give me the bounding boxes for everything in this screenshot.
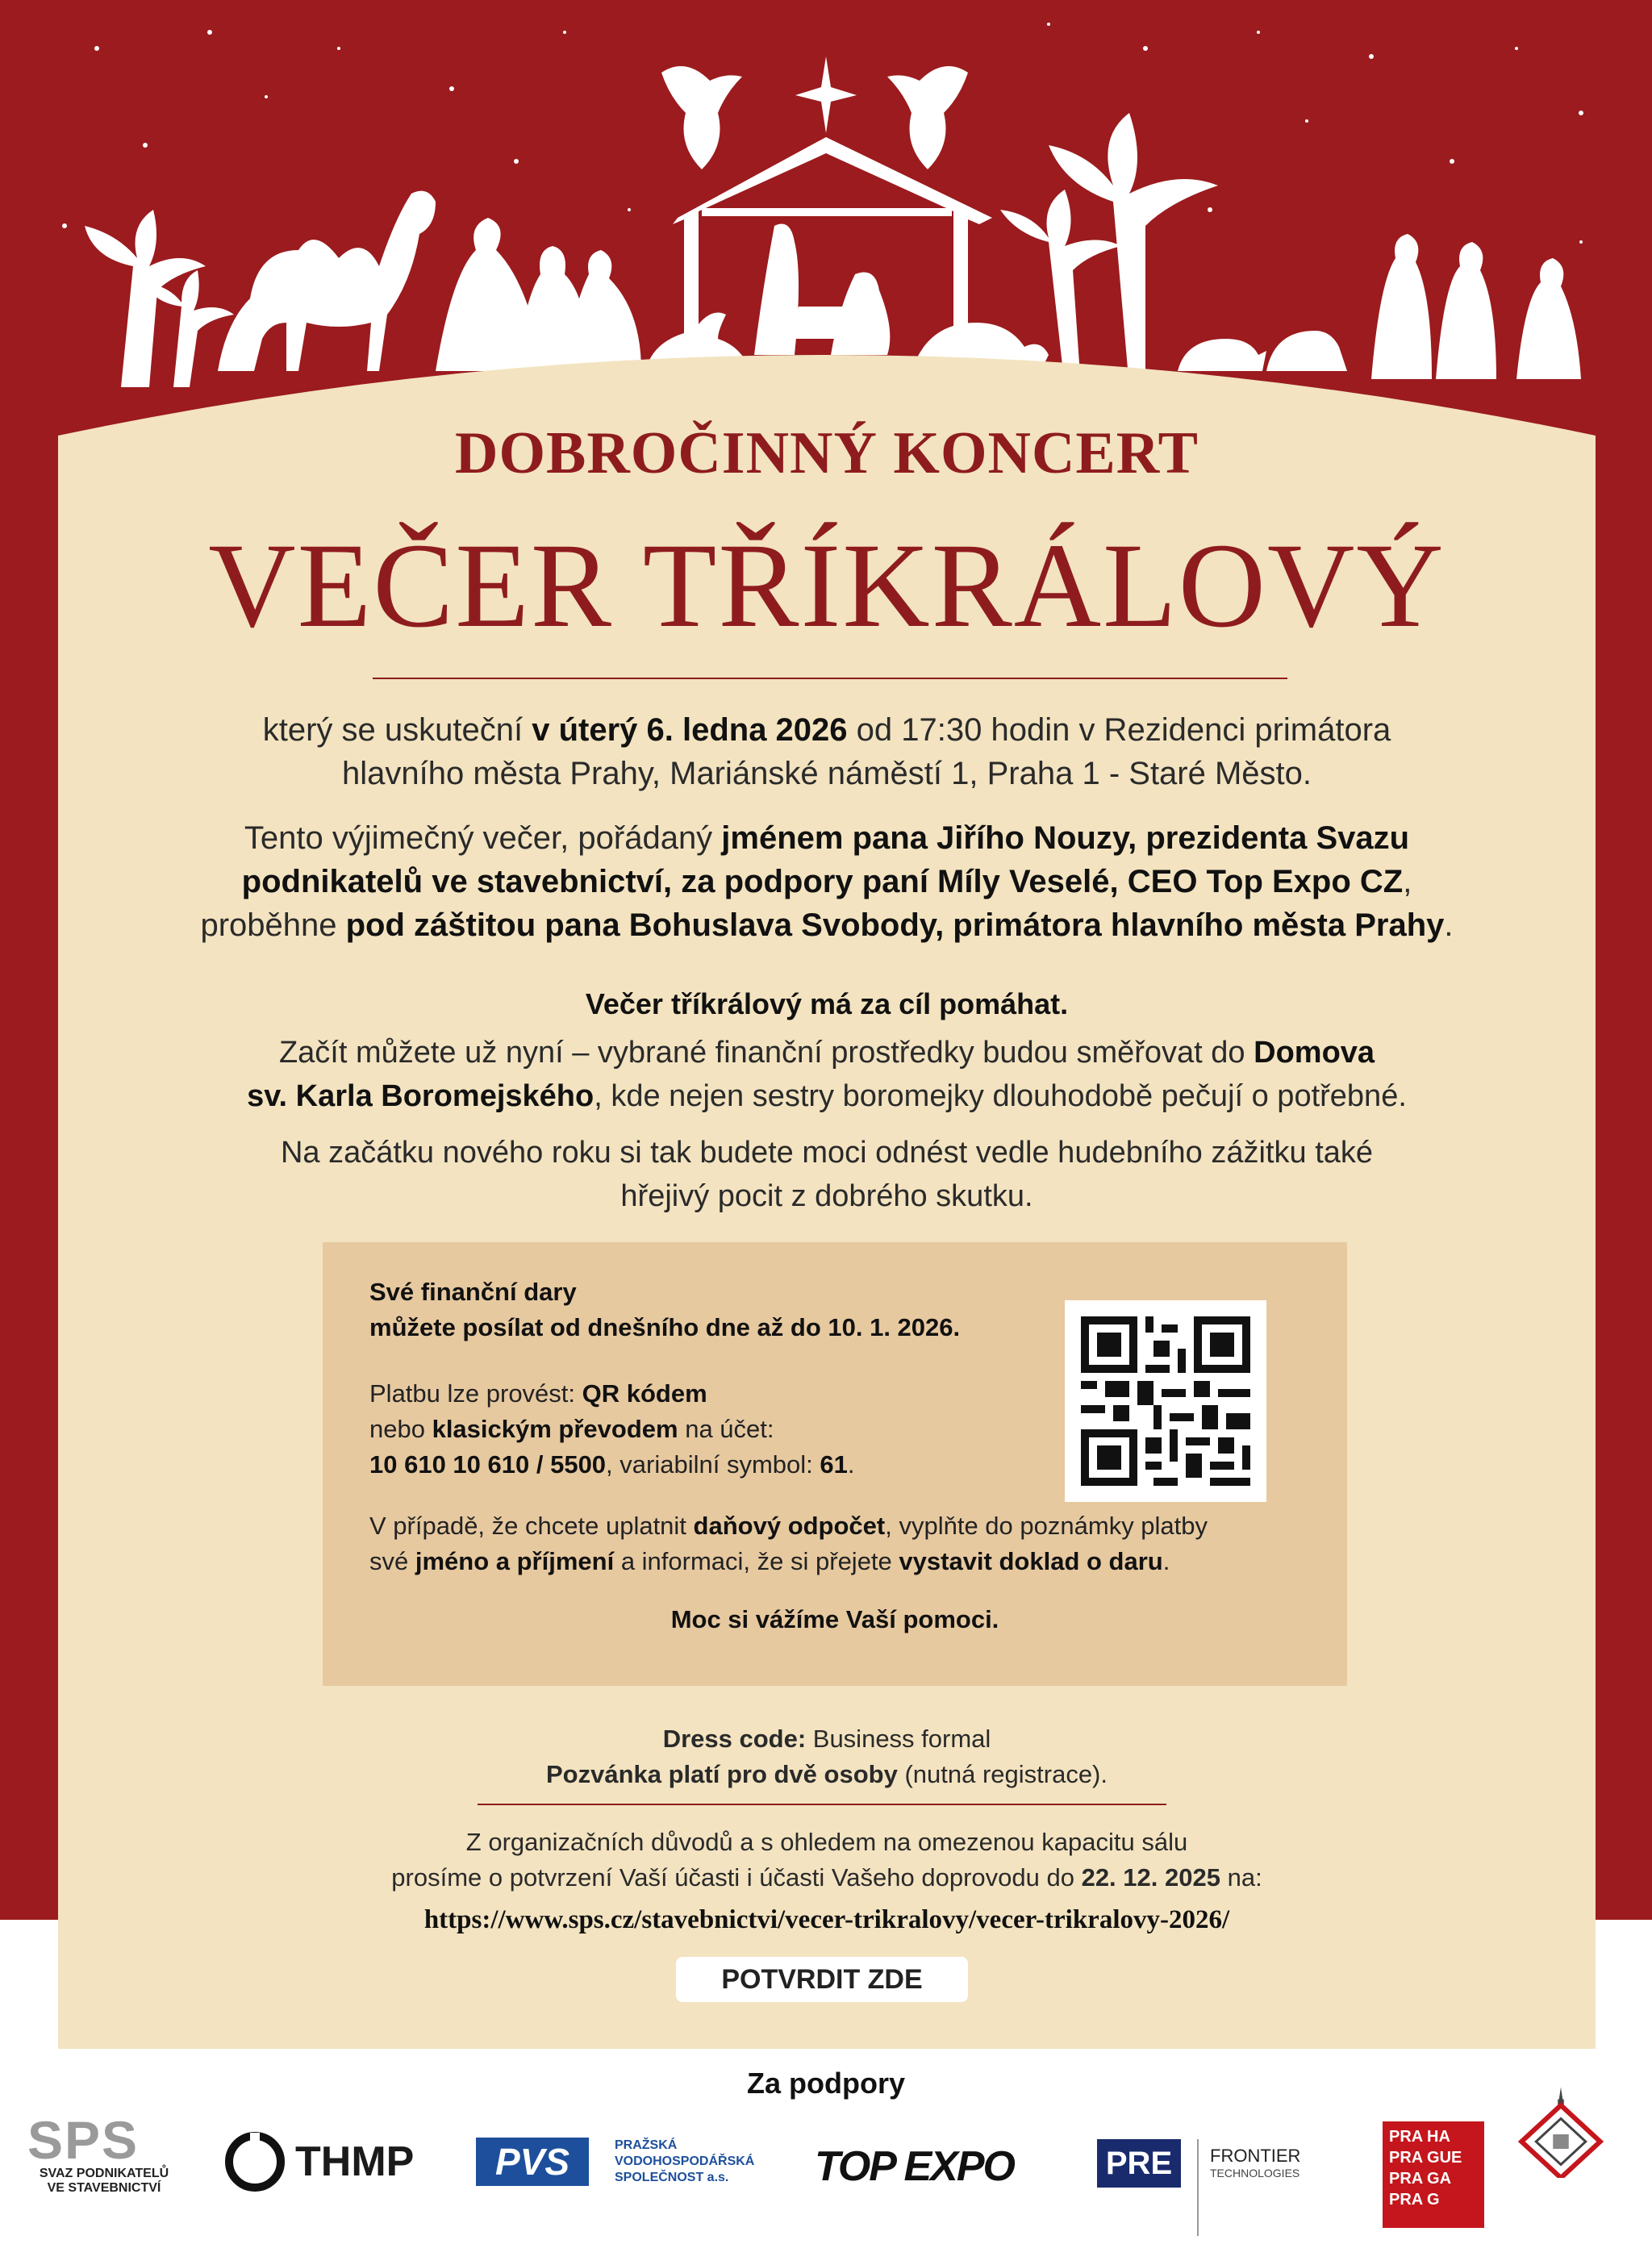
registration-url[interactable] — [58, 1905, 1596, 1935]
dress-code: Dress code: Business formal Pozvánka platí pro dvě osoby (nutná registrace). — [545, 1725, 1108, 1788]
pre-logo: PRE — [1097, 2139, 1181, 2236]
old-town-emblem-icon — [1500, 2081, 1621, 2178]
bank-account: 10 610 10 610 / 5500 — [369, 1450, 607, 1479]
intro-paragraph-4: Začít můžete už nyní – vybrané finanční prostředky budou směřovat do Domova sv. Karla Boromejského, kde nejen sestry boromejky dlouhodobě pečují o potřebné. — [247, 1036, 1407, 1113]
thmp-logo: THMP — [223, 2129, 432, 2226]
event-date: v úterý 6. ledna 2026 — [532, 712, 848, 748]
thanks-text: Moc si vážíme Vaší pomoci. — [670, 1605, 999, 1633]
intro-paragraph-2: Tento výjimečný večer, pořádaný jménem pana Jiřího Nouzy, prezidenta Svazu podnikatelů ve stavebnictví, za podpory paní Míly Veselé, CEO Top Expo CZ, proběhne pod záštitou pana Bohuslava Svobody, primátora hlavního města Prahy. — [200, 820, 1454, 943]
intro-paragraph-5: Na začátku nového roku si tak budete moci odnést vedle hudebního zážitku také hřejivý pocit z dobrého skutku. — [280, 1136, 1374, 1213]
frontier-logo: FRONTIER TECHNOLOGIES — [1197, 2139, 1355, 2236]
intro-paragraph-3: Večer tříkrálový má za cíl pomáhat. — [585, 987, 1069, 1020]
registration-link[interactable]: https://www.sps.cz/stavebnictvi/vecer-trikralovy/vecer-trikralovy-2026/ — [423, 1905, 1230, 1934]
pvs-logo: PVS PRAŽSKÁ VODOHOSPODÁŘSKÁ SPOLEČNOST a.s. — [476, 2138, 782, 2234]
praha-logo: PRA HA PRA GUE PRA GA PRA G — [1383, 2121, 1484, 2228]
sponsors-label: Za podpory — [747, 2067, 905, 2100]
confirm-button[interactable]: POTVRDIT ZDE — [676, 1957, 968, 2002]
event-subtitle: DOBROČINNÝ KONCERT — [455, 420, 1199, 486]
sps-logo: SPS SVAZ PODNIKATELŮ VE STAVEBNICTVÍ — [27, 2110, 169, 2195]
qr-code[interactable] — [1065, 1300, 1266, 1502]
donation-box — [323, 1242, 1347, 1686]
topexpo-logo: TOP EXPO — [815, 2143, 1014, 2190]
thmp-swirl-icon — [223, 2129, 287, 2194]
event-title: VEČER TŘÍKRÁLOVÝ — [208, 519, 1446, 653]
donation-text: Své finanční dary můžete posílat od dnešního dne až do 10. 1. 2026. Platbu lze provést: QR kódem nebo klasickým převodem na účet: 10 610 10 610 / 5500, variabilní symbol: 61. V případě, že chcete uplatnit daňový odpočet, vyplňte do poznámky platby své jméno a příjmení a informaci, že si přejete vystavit doklad o daru. — [369, 1278, 1208, 1575]
intro-paragraph-1: který se uskuteční v úterý 6. ledna 2026 od 17:30 hodin v Rezidenci primátora hlavního města Prahy, Mariánské náměstí 1, Praha 1 - Staré Město. — [262, 712, 1391, 791]
confirm-text: Z organizačních důvodů a s ohledem na omezenou kapacitu sálu prosíme o potvrzení Vaší účasti i účasti Vašeho doprovodu do 22. 12. 2025 na: — [391, 1828, 1262, 1892]
title-divider — [373, 678, 1287, 679]
details-divider — [478, 1804, 1166, 1805]
